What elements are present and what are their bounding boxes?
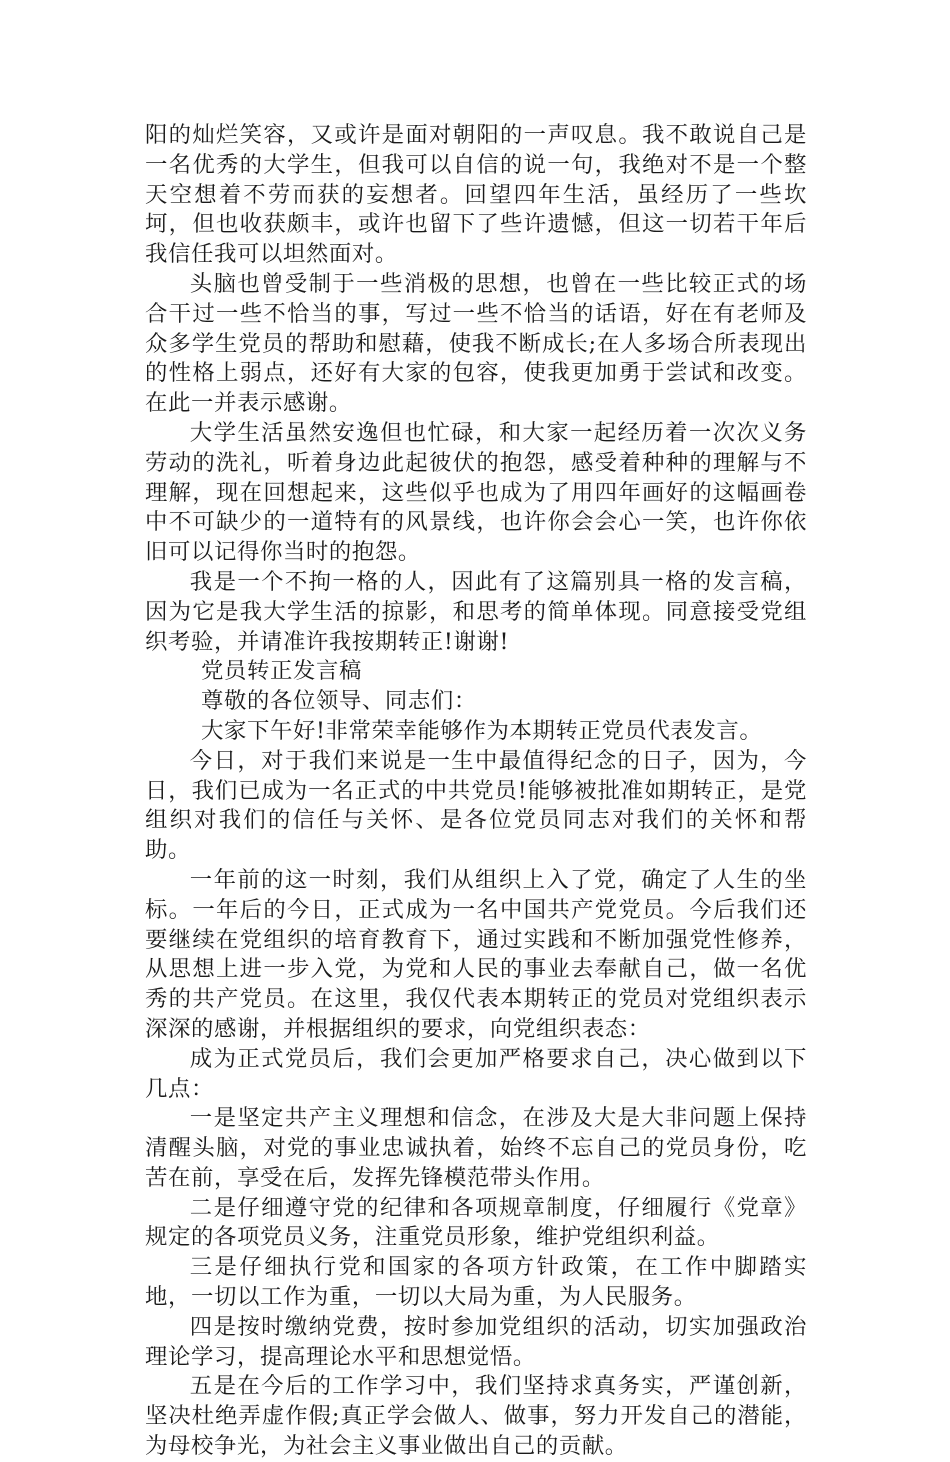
list-item: 三是仔细执行党和国家的各项方针政策，在工作中脚踏实地，一切以工作为重，一切以大局为重，为人民服务。: [145, 1254, 807, 1311]
paragraph: 头脑也曾受制于一些消极的思想，也曾在一些比较正式的场合干过一些不恰当的事，写过一些不恰当的话语，好在有老师及众多学生党员的帮助和慰藉，使我不断成长;在人多场合所表现出的性格上弱点，还好有大家的包容，使我更加勇于尝试和改变。在此一并表示感谢。: [145, 270, 807, 417]
paragraph: 大学生活虽然安逸但也忙碌，和大家一起经历着一次次义务劳动的洗礼，听着身边此起彼伏的抱怨，感受着种种的理解与不理解，现在回想起来，这些似乎也成为了用四年画好的这幅画卷中不可缺少的一道特有的风景线，也许你会会心一笑，也许你依旧可以记得你当时的抱怨。: [145, 419, 807, 566]
list-item: 五是在今后的工作学习中，我们坚持求真务实，严谨创新，坚决杜绝弄虚作假;真正学会做人、做事，努力开发自己的潜能，为母校争光，为社会主义事业做出自己的贡献。: [145, 1373, 807, 1460]
paragraph: 阳的灿烂笑容，又或许是面对朝阳的一声叹息。我不敢说自己是一名优秀的大学生，但我可以自信的说一句，我绝对不是一个整天空想着不劳而获的妄想者。回望四年生活，虽经历了一些坎坷，但也收获颇丰，或许也留下了些许遗憾，但这一切若干年后我信任我可以坦然面对。: [145, 122, 807, 268]
paragraph: 今日，对于我们来说是一生中最值得纪念的日子，因为，今日，我们已成为一名正式的中共党员!能够被批准如期转正，是党组织对我们的信任与关怀、是各位党员同志对我们的关怀和帮助。: [145, 747, 807, 864]
paragraph: 成为正式党员后，我们会更加严格要求自己，决心做到以下几点：: [145, 1045, 807, 1102]
list-item: 二是仔细遵守党的纪律和各项规章制度，仔细履行《党章》规定的各项党员义务，注重党员形象，维护党组织利益。: [145, 1194, 807, 1251]
list-item: 一是坚定共产主义理想和信念，在涉及大是大非问题上保持清醒头脑，对党的事业忠诚执着，始终不忘自己的党员身份，吃苦在前，享受在后，发挥先锋模范带头作用。: [145, 1105, 807, 1191]
speech-title: 党员转正发言稿: [201, 658, 362, 685]
list-item: 四是按时缴纳党费，按时参加党组织的活动，切实加强政治理论学习，提高理论水平和思想觉悟。: [145, 1313, 807, 1370]
document-body: [145, 121, 807, 1462]
greeting: 大家下午好!非常荣幸能够作为本期转正党员代表发言。: [201, 717, 763, 744]
paragraph: 我是一个不拘一格的人，因此有了这篇别具一格的发言稿，因为它是我大学生活的掠影，和思考的简单体现。同意接受党组织考验，并请准许我按期转正!谢谢!: [145, 568, 807, 655]
paragraph: 一年前的这一时刻，我们从组织上入了党，确定了人生的坐标。一年后的今日，正式成为一名中国共产党党员。今后我们还要继续在党组织的培育教育下，通过实践和不断加强党性修养，从思想上进一步入党，为党和人民的事业去奉献自己，做一名优秀的共产党员。在这里，我仅代表本期转正的党员对党组织表示深深的感谢，并根据组织的要求，向党组织表态：: [145, 866, 807, 1042]
salutation: 尊敬的各位领导、同志们：: [201, 688, 477, 715]
